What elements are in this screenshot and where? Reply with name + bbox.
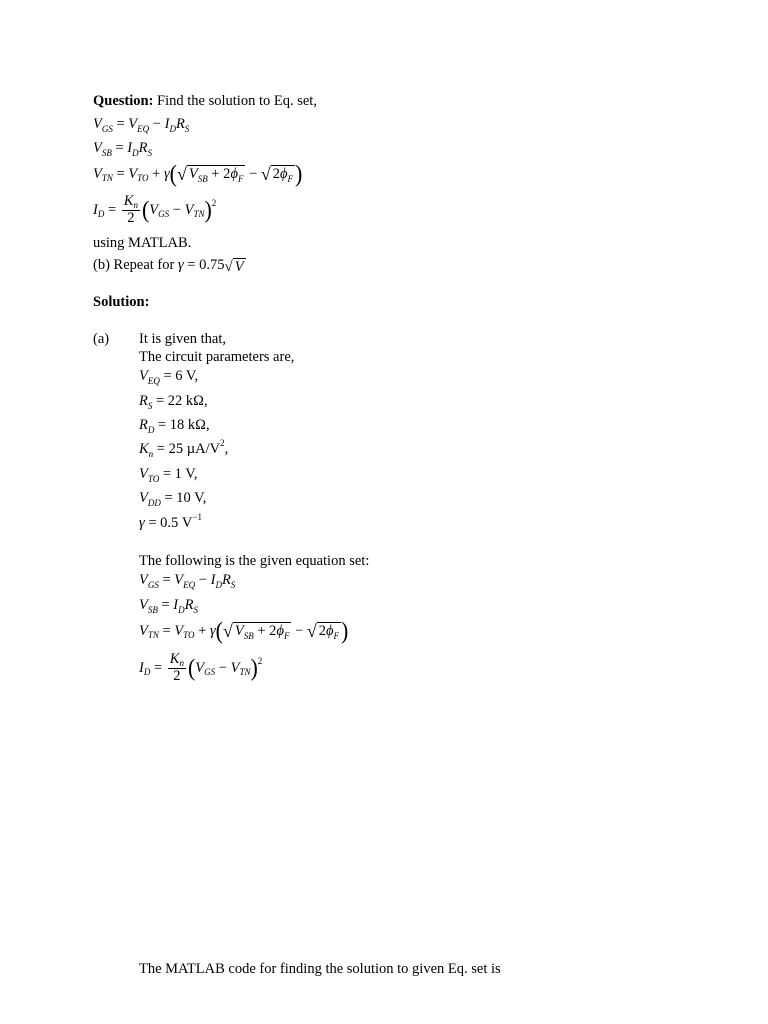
question-text: Find the solution to Eq. set, [153, 93, 317, 109]
equation-id-2: I D = $\frac{K_n}{2}$ ( V GS − V TN ) 2 [139, 651, 263, 684]
using-matlab-text: using MATLAB. [93, 235, 192, 251]
param-rs: $R_S = 22$ kΩ, [139, 393, 208, 411]
matlab-code-intro: The MATLAB code for finding the solution to given Eq. set is [139, 961, 501, 977]
equation-vtn-2: V TN = V TO + γ ( √ $V_{SB} + 2\phi_F$ − √ $2\phi_F$ ) [139, 616, 349, 645]
part-b-line: (b) Repeat for γ = 0.75 √ V [93, 257, 244, 275]
equation-vtn: V TN = V TO + γ ( √ $V_{SB} + 2\phi_F$ − √ $2\phi_F$ ) [93, 159, 303, 188]
equation-vsb: V SB = I D R S [93, 140, 152, 158]
part-a-label: (a) [93, 331, 110, 347]
equation-vgs-2: V GS = V EQ − I D R S [139, 572, 236, 590]
param-veq: $V_{EQ} = 6$ V, [139, 368, 199, 386]
equation-vgs: V GS = V EQ − I D R S [93, 116, 190, 134]
question-line [93, 93, 317, 110]
param-vdd: $V_{DD} = 10$ V, [139, 490, 207, 508]
question-label: Question: [93, 93, 154, 109]
equation-id: I D = $\frac{K_n}{2}$ ( V GS − V TN ) 2 [93, 193, 217, 226]
part-a-line2: The circuit parameters are, [139, 349, 295, 365]
solution-heading: Solution: [93, 294, 150, 310]
part-a-line1: It is given that, [139, 331, 226, 347]
param-vto: $V_{TO} = 1$ V, [139, 466, 198, 484]
equation-vsb-2: V SB = I D R S [139, 597, 198, 615]
equation-set-intro: The following is the given equation set: [139, 553, 370, 569]
param-rd: $R_D = 18$ kΩ, [139, 417, 210, 435]
param-gamma: γ = 0.5 $V^{-1}$ [139, 512, 202, 531]
param-kn: $K_n = 25$ $\mu A/V^2$, [139, 438, 229, 459]
